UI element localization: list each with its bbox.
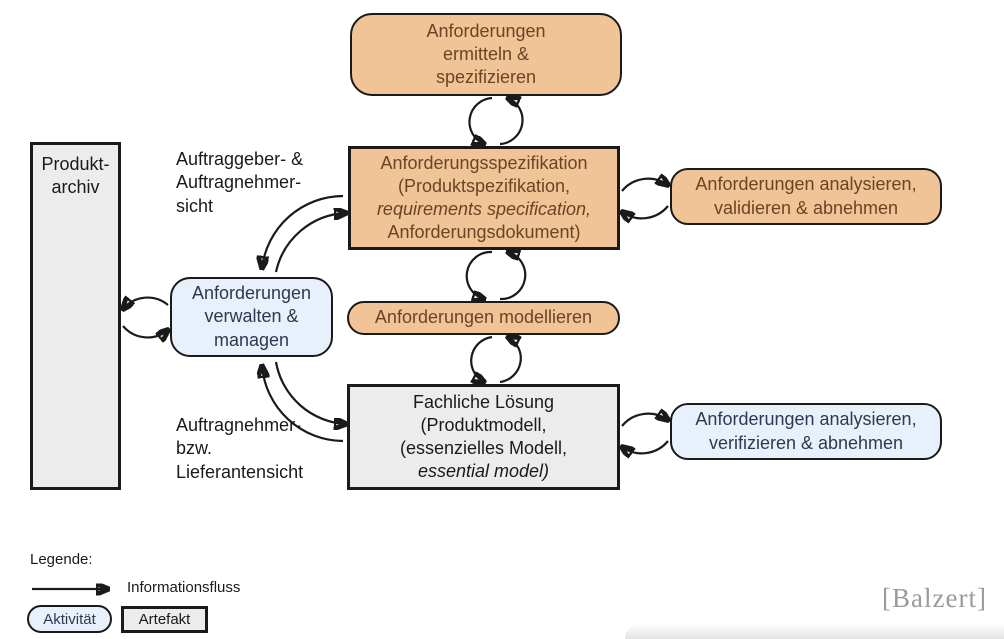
flow-arrow — [500, 252, 525, 299]
box-anforderungen-modellieren — [347, 301, 620, 335]
flow-arrow — [469, 98, 492, 144]
box-line: Anforderungen modellieren — [374, 307, 593, 328]
box-line: Anforderungen analysieren, — [695, 174, 917, 195]
box-anforderungen-verifizieren — [670, 403, 942, 460]
box-line: verifizieren & abnehmen — [708, 432, 904, 453]
flow-arrow — [500, 98, 523, 144]
legend-informationsfluss-label: Informationsfluss — [127, 579, 241, 596]
flow-arrow — [622, 441, 668, 453]
box-line: (Produktmodell, — [420, 414, 547, 435]
legend-activity-sample — [27, 605, 112, 633]
flow-arrow — [471, 337, 492, 382]
box-line: Anforderungen — [426, 20, 546, 41]
legend-title: Legende: — [30, 551, 93, 568]
box-line: Produkt- — [41, 154, 110, 174]
box-line: requirements specification, — [376, 199, 592, 219]
flow-arrow — [500, 337, 521, 382]
label-auftraggeber-sicht — [176, 148, 303, 218]
box-anforderungen-ermitteln — [350, 13, 622, 96]
flow-arrow — [622, 179, 668, 191]
background-shape — [625, 623, 1004, 639]
label-line: sicht — [176, 195, 214, 216]
box-line: Anforderungen — [191, 283, 312, 304]
box-line: Anforderungsspezifikation — [380, 152, 588, 173]
box-line: managen — [213, 329, 290, 350]
flow-arrow — [123, 326, 168, 337]
flow-arrow — [276, 213, 346, 272]
legend-activity-label: Aktivität — [43, 610, 96, 628]
label-line: Auftraggeber- & — [176, 149, 304, 169]
label-line: Auftragnehmer- — [176, 172, 302, 193]
flow-arrow — [123, 298, 168, 309]
box-line: (Produktspezifikation, — [397, 175, 571, 196]
box-line: Anforderungsdokument) — [387, 222, 581, 243]
box-line: (essenzielles Modell, — [399, 438, 568, 458]
box-fachliche-loesung — [347, 384, 620, 490]
source-credit: [Balzert] — [882, 583, 987, 613]
label-line: Auftragnehmer- — [176, 415, 302, 435]
flow-arrow — [622, 206, 668, 218]
box-anforderungen-verwalten — [170, 277, 333, 357]
box-line: ermitteln & — [442, 43, 530, 64]
box-line: spezifizieren — [435, 67, 537, 88]
label-line: Lieferantensicht — [176, 461, 304, 482]
box-line: validieren & abnehmen — [713, 197, 899, 218]
box-line: Anforderungen analysieren, — [695, 409, 917, 430]
box-line: Fachliche Lösung — [412, 391, 555, 412]
flow-arrow — [467, 252, 492, 299]
box-line: essential model) — [417, 461, 550, 482]
box-line: archiv — [51, 177, 100, 198]
legend-artifact-label: Artefakt — [138, 611, 191, 628]
label-line: bzw. — [176, 438, 213, 459]
flow-arrow — [622, 414, 668, 426]
box-produktarchiv — [30, 142, 121, 490]
box-line: verwalten & — [204, 306, 299, 327]
legend-artifact-sample — [121, 606, 208, 633]
box-anforderungsspezifikation — [348, 146, 620, 250]
label-lieferantensicht — [176, 414, 303, 484]
box-anforderungen-validieren — [670, 168, 942, 225]
